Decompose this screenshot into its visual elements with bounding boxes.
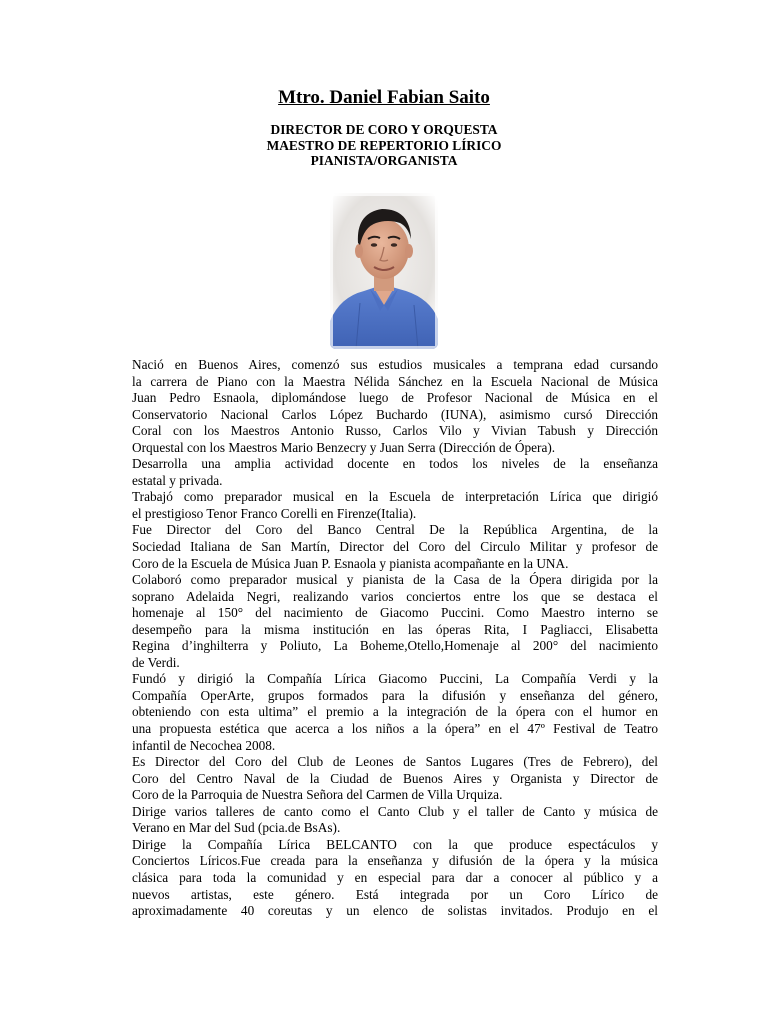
bio-line: Coro de la Parroquia de Nuestra Señora del Carmen de Villa Urquiza. <box>132 787 503 803</box>
bio-line: Desarrolla una amplia actividad docente en todos los niveles de la enseñanza <box>132 456 658 472</box>
bio-line: infantil de Necochea 2008. <box>132 737 276 753</box>
portrait-photo <box>330 193 438 349</box>
bio-line: aproximadamente 40 coreutas y un elenco de solistas invitados. Produjo en el <box>132 903 658 919</box>
bio-line: desempeño para la misma institución en las óperas Rita, I Pagliacci, Elisabetta <box>132 621 658 637</box>
bio-line: Orquestal con los Maestros Mario Benzecry y Juan Serra (Dirección de Ópera). <box>132 439 556 455</box>
page-title: Mtro. Daniel Fabian Saito <box>278 87 490 108</box>
bio-line: clásica para toda la comunidad y en especial para dar a conocer al público y a <box>132 869 658 885</box>
roles-block <box>0 122 768 169</box>
bio-line: Es Director del Coro del Club de Leones de Santos Lugares (Tres de Febrero), del <box>132 754 658 770</box>
portrait-photo-icon <box>330 193 438 349</box>
bio-line: Fue Director del Coro del Banco Central De la República Argentina, de la <box>132 522 658 538</box>
bio-line: Compañía OperArte, grupos formados para la difusión y enseñanza del género, <box>132 687 658 703</box>
bio-line: Trabajó como preparador musical en la Escuela de interpretación Lírica que dirigió <box>132 489 658 505</box>
bio-line: Conservatorio Nacional Carlos López Buchardo (IUNA), asimismo cursó Dirección <box>132 406 658 422</box>
bio-line: estatal y privada. <box>132 472 223 488</box>
role-line: PIANISTA/ORGANISTA <box>310 153 458 168</box>
bio-line: la carrera de Piano con la Maestra Nélida Sánchez en la Escuela Nacional de Música <box>132 373 658 389</box>
bio-line: Coro del Centro Naval de la Ciudad de Buenos Aires y Organista y Director de <box>132 770 658 786</box>
bio-line: Dirige varios talleres de canto como el Canto Club y el taller de Canto y música de <box>132 803 658 819</box>
bio-line: soprano Adelaida Negri, realizando varios conciertos entre los que se destaca el <box>132 588 658 604</box>
bio-line: nuevos artistas, este género. Está integrada por un Coro Lírico de <box>132 886 658 902</box>
bio-line: obteniendo con esta ultima” el premio a la integración de la ópera con el humor en <box>132 704 658 720</box>
role-line: DIRECTOR DE CORO Y ORQUESTA <box>270 122 498 137</box>
bio-line: de Verdi. <box>132 654 180 670</box>
bio-line: Nació en Buenos Aires, comenzó sus estudios musicales a temprana edad cursando <box>132 357 658 372</box>
bio-line: Dirige la Compañía Lírica BELCANTO con la que produce espectáculos y <box>132 836 658 852</box>
bio-line: Fundó y dirigió la Compañía Lírica Giacomo Puccini, La Compañía Verdi y la <box>132 671 658 687</box>
bio-line: Conciertos Líricos.Fue creada para la enseñanza y difusión de la ópera y la música <box>132 853 658 869</box>
bio-line: homenaje al 150° del nacimiento de Giacomo Puccini. Como Maestro interno se <box>132 605 658 621</box>
bio-line: Coro de la Escuela de Música Juan P. Esnaola y pianista acompañante en la UNA. <box>132 555 569 571</box>
bio-line: Sociedad Italiana de San Martín, Director del Coro del Circulo Militar y profesor de <box>132 539 658 555</box>
bio-line: el prestigioso Tenor Franco Corelli en Firenze(Italia). <box>132 505 417 521</box>
bio-line: Coral con los Maestros Antonio Russo, Carlos Vilo y Vivian Tabush y Dirección <box>132 423 658 439</box>
bio-line: una propuesta estética que acerca a los niños a la ópera” en el 47º Festival de Teatro <box>132 721 658 737</box>
bio-line: Colaboró como preparador musical y pianista de la Casa de la Ópera dirigida por la <box>132 572 658 588</box>
bio-line: Regina d’inghilterra y Poliuto, La Boheme,Otello,Homenaje al 200° del nacimiento <box>132 638 658 654</box>
bio-line: Juan Pedro Esnaola, diplomándose luego de Profesor Nacional de Música en el <box>132 390 658 406</box>
biography-text <box>132 357 658 920</box>
bio-line: Verano en Mar del Sud (pcia.de BsAs). <box>132 820 341 836</box>
role-line: MAESTRO DE REPERTORIO LÍRICO <box>266 137 502 153</box>
